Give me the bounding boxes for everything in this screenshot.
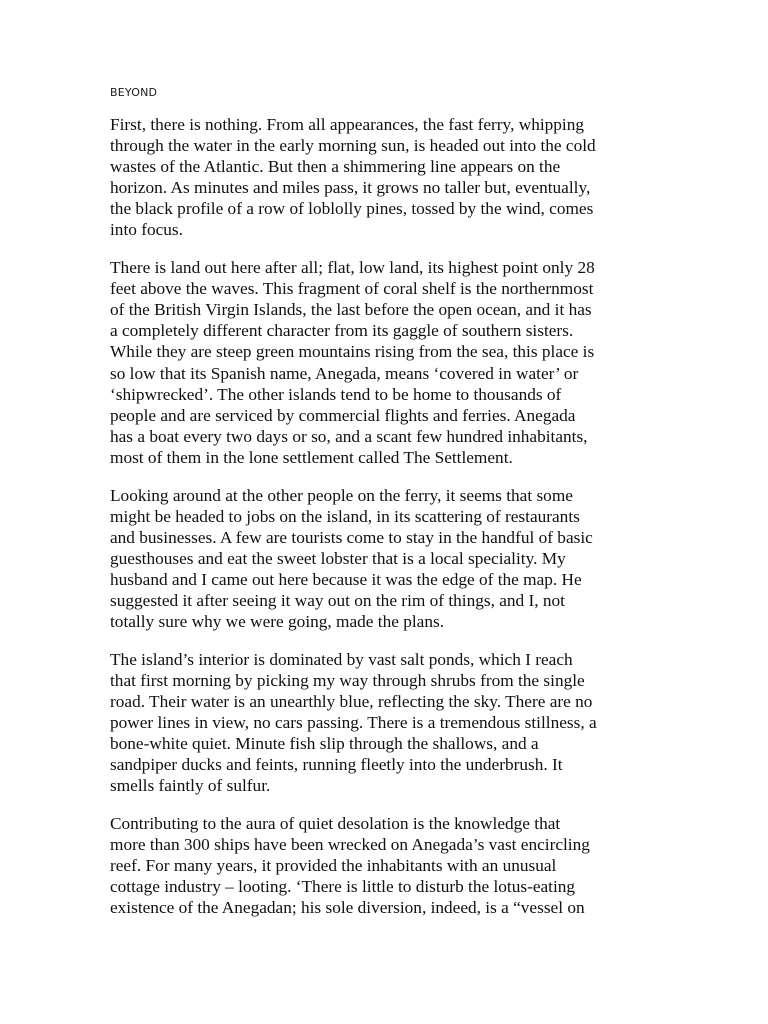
text-line: totally sure why we were going, made the plans. bbox=[110, 612, 445, 632]
text-line: so low that its Spanish name, Anegada, means ‘covered in water’ or bbox=[110, 363, 579, 383]
text-line: has a boat every two days or so, and a scant few hundred inhabitants, bbox=[110, 426, 588, 446]
text-line: There is land out here after all; flat, low land, its highest point only 28 bbox=[110, 258, 595, 278]
paragraph-1 bbox=[110, 114, 670, 241]
text-line: husband and I came out here because it was the edge of the map. He bbox=[110, 569, 582, 589]
text-line: might be headed to jobs on the island, in its scattering of restaurants bbox=[110, 506, 580, 526]
paragraph-4 bbox=[110, 649, 670, 797]
paragraph-2 bbox=[110, 257, 670, 468]
text-line: through the water in the early morning sun, is headed out into the cold bbox=[110, 136, 596, 156]
text-line: wastes of the Atlantic. But then a shimmering line appears on the bbox=[110, 157, 561, 177]
text-line: ‘shipwrecked’. The other islands tend to be home to thousands of bbox=[110, 384, 562, 404]
text-line: The island’s interior is dominated by vast salt ponds, which I reach bbox=[110, 649, 573, 669]
text-line: of the British Virgin Islands, the last before the open ocean, and it has bbox=[110, 300, 592, 320]
text-line: horizon. As minutes and miles pass, it grows no taller but, eventually, bbox=[110, 178, 591, 198]
text-line: First, there is nothing. From all appearances, the fast ferry, whipping bbox=[110, 115, 584, 134]
text-line: road. Their water is an unearthly blue, reflecting the sky. There are no bbox=[110, 691, 593, 711]
text-line: feet above the waves. This fragment of coral shelf is the northernmost bbox=[110, 279, 594, 299]
text-line: Contributing to the aura of quiet desolation is the knowledge that bbox=[110, 813, 561, 833]
text-line: While they are steep green mountains rising from the sea, this place is bbox=[110, 342, 595, 362]
paragraph-3 bbox=[110, 485, 670, 633]
text-line: cottage industry – looting. ‘There is little to disturb the lotus-eating bbox=[110, 877, 576, 897]
text-line: smells faintly of sulfur. bbox=[110, 776, 271, 796]
text-line: most of them in the lone settlement called The Settlement. bbox=[110, 447, 513, 467]
text-line: power lines in view, no cars passing. There is a tremendous stillness, a bbox=[110, 712, 597, 732]
text-line: guesthouses and eat the sweet lobster that is a local speciality. My bbox=[110, 548, 566, 568]
text-line: sandpiper ducks and feints, running fleetly into the underbrush. It bbox=[110, 755, 563, 775]
paragraph-5 bbox=[110, 813, 670, 918]
text-line: people and are serviced by commercial flights and ferries. Anegada bbox=[110, 405, 576, 425]
document-heading: BEYOND bbox=[110, 86, 158, 99]
text-line: existence of the Anegadan; his sole diversion, indeed, is a “vessel on bbox=[110, 898, 585, 918]
text-line: a completely different character from its gaggle of southern sisters. bbox=[110, 321, 574, 341]
text-line: suggested it after seeing it way out on the rim of things, and I, not bbox=[110, 590, 565, 610]
document-body bbox=[110, 114, 670, 935]
text-line: that first morning by picking my way through shrubs from the single bbox=[110, 670, 585, 690]
text-line: Looking around at the other people on the ferry, it seems that some bbox=[110, 485, 573, 505]
text-line: more than 300 ships have been wrecked on Anegada’s vast encircling bbox=[110, 834, 590, 854]
text-line: and businesses. A few are tourists come to stay in the handful of basic bbox=[110, 527, 593, 547]
text-line: bone-white quiet. Minute fish slip through the shallows, and a bbox=[110, 734, 539, 754]
text-line: into focus. bbox=[110, 220, 183, 240]
text-line: reef. For many years, it provided the inhabitants with an unusual bbox=[110, 856, 557, 875]
text-line: the black profile of a row of loblolly pines, tossed by the wind, comes bbox=[110, 199, 594, 219]
